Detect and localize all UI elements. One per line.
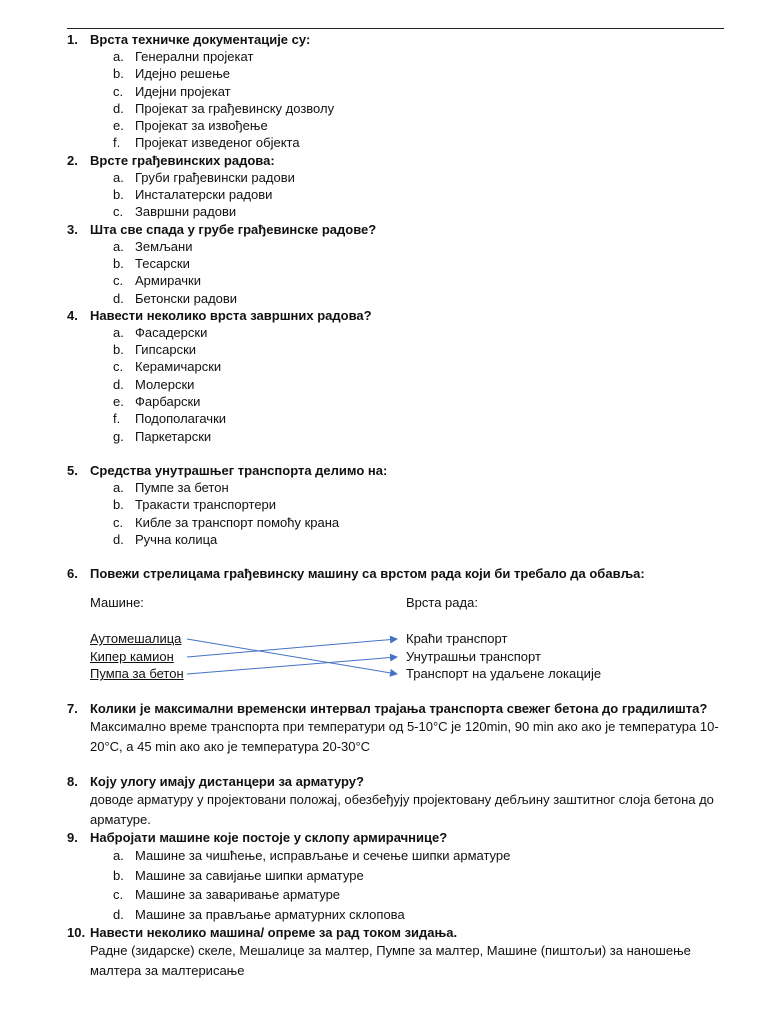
list-item [67,358,727,375]
option-text: Паркетарски [135,428,212,444]
question-text: Навести неколико врста завршних радова? [90,307,372,323]
option-text: Тракасти транспортери [135,497,277,513]
list-item [67,341,727,358]
list-item [67,290,727,307]
list-item [67,117,727,134]
list-item [67,410,727,427]
option-letter: b. [113,867,124,883]
question-6 [67,565,727,700]
option-letter: a. [113,169,124,185]
machine-item: Аутомешалица [90,631,182,647]
connector-arrow [187,639,397,674]
list-item [67,65,727,82]
question-9 [67,829,727,924]
question-text: Шта све спада у грубе грађевинске радове? [90,221,377,237]
question-2 [67,152,727,221]
option-text: Фасадерски [135,324,208,340]
work-type-label: Врста рада: [406,595,478,611]
option-list [67,324,727,445]
list-item [67,531,727,548]
connector-arrow [187,657,397,674]
question-number: 2. [67,152,78,168]
option-text: Кибле за транспорт помоћу крана [135,514,340,530]
machines-label: Машине: [90,595,144,611]
question-number: 10. [67,925,86,941]
option-text: Бетонски радови [135,290,238,306]
question-text: Колики је максимални временски интервал трајања транспорта свежег бетона до градилишта? [90,701,708,717]
option-letter: d. [113,906,124,922]
question-number: 4. [67,307,78,323]
question-5 [67,462,727,548]
option-letter: c. [113,273,124,289]
list-item [67,324,727,341]
list-item [67,376,727,393]
document-body [67,31,727,980]
option-text: Машине за савијање шипки арматуре [135,867,364,883]
option-letter: c. [113,514,124,530]
work-type-item: Краћи транспорт [406,631,508,647]
question-number: 7. [67,701,78,717]
option-letter: a. [113,49,124,64]
list-item [67,48,727,65]
question-text: Повежи стрелицама грађевинску машину са врстом рада који би требало да обавља: [90,566,645,582]
spacer [67,445,727,462]
top-rule [67,28,724,29]
option-letter: f. [113,135,121,151]
machine-item: Пумпа за бетон [90,666,184,682]
option-list [67,169,727,221]
option-text: Пројекат за извођење [135,118,268,134]
option-text: Пројекат за грађевинску дозволу [135,100,335,116]
option-letter: b. [113,187,124,203]
option-letter: g. [113,428,124,444]
option-text: Машине за прављање арматурних склопова [135,906,405,922]
list-item [67,496,727,513]
work-type-item: Унутрашњи транспорт [406,649,541,665]
question-4 [67,307,727,445]
option-text: Молерски [135,376,195,392]
answer-text: Радне (зидарске) скеле, Мешалице за малтер, Пумпе за малтер, Машине (пиштољи) за наношење малтера за малтерисање [90,943,691,978]
matching-exercise [67,582,727,700]
list-item [67,83,727,100]
option-text: Тесарски [135,255,190,271]
option-letter: b. [113,497,124,513]
question-text: Навести неколико машина/ опреме за рад током зидања. [90,925,458,941]
spacer [67,548,727,565]
option-text: Идејно решење [135,66,230,82]
option-letter: d. [113,376,124,392]
list-item [67,514,727,531]
option-list [67,479,727,548]
question-1 [67,31,727,152]
option-text: Завршни радови [135,204,237,220]
question-text: Набројати машине које постоје у склопу армирачнице? [90,830,448,846]
option-text: Пројекат изведеног објекта [135,135,300,151]
list-item [67,272,727,289]
option-text: Фарбарски [135,394,201,410]
question-8 [67,773,727,829]
question-7 [67,700,727,756]
connector-arrow [187,639,397,657]
option-letter: a. [113,238,124,254]
option-letter: d. [113,531,124,547]
question-number: 5. [67,462,78,478]
question-number: 3. [67,221,78,237]
option-letter: e. [113,118,124,134]
list-item [67,846,727,866]
answer-text: Максимално време транспорта при температури од 5-10°C је 120min, 90 min ако ако је температура 10-20°C, а 45 min ако ако је температура 20-30°C [90,719,719,754]
list-item [67,186,727,203]
question-text: Коју улогу имају дистанцери за арматуру? [90,774,364,790]
option-text: Гипсарски [135,342,197,358]
question-text: Врста техничке документације су: [90,32,311,47]
option-letter: b. [113,342,124,358]
option-letter: a. [113,848,124,864]
option-text: Ручна колица [135,531,218,547]
machine-item: Кипер камион [90,649,174,665]
option-text: Подополагачки [135,411,227,427]
option-text: Керамичарски [135,359,222,375]
option-text: Земљани [135,238,193,254]
option-letter: c. [113,83,124,99]
option-text: Машине за чишћење, исправљање и сечење шипки арматуре [135,848,511,864]
option-letter: d. [113,290,124,306]
option-text: Инсталатерски радови [135,187,273,203]
list-item [67,255,727,272]
option-text: Пумпе за бетон [135,479,229,495]
list-item [67,100,727,117]
list-item [67,203,727,220]
question-number: 9. [67,830,78,846]
option-letter: a. [113,479,124,495]
list-item [67,169,727,186]
spacer [67,756,727,773]
option-letter: f. [113,411,121,427]
list-item [67,479,727,496]
question-number: 6. [67,566,78,582]
question-text: Средства унутрашњег транспорта делимо на: [90,462,388,478]
option-text: Армирачки [135,273,201,289]
option-list [67,846,727,924]
list-item [67,905,727,925]
option-text: Генерални пројекат [135,49,254,64]
connector-arrows [67,582,727,700]
question-number: 8. [67,774,78,790]
option-list [67,238,727,307]
list-item [67,885,727,905]
answer-text: доводе арматуру у пројектовани положај, обезбеђују пројектовану дебљину заштитног слоја бетона до арматуре. [90,792,714,827]
option-letter: e. [113,394,124,410]
option-letter: c. [113,359,124,375]
list-item [67,134,727,151]
option-text: Машине за заваривање арматуре [135,887,341,903]
list-item [67,866,727,886]
option-list [67,48,727,152]
option-letter: b. [113,255,124,271]
option-letter: b. [113,66,124,82]
question-text: Врсте грађевинских радова: [90,152,275,168]
option-text: Идејни пројекат [135,83,231,99]
work-type-item: Транспорт на удаљене локације [406,666,602,682]
option-letter: d. [113,100,124,116]
option-letter: c. [113,204,124,220]
question-number: 1. [67,32,78,47]
question-3 [67,221,727,307]
question-10 [67,924,727,980]
option-letter: c. [113,887,124,903]
list-item [67,393,727,410]
option-letter: a. [113,324,124,340]
option-text: Груби грађевински радови [135,169,295,185]
list-item [67,428,727,445]
list-item [67,238,727,255]
